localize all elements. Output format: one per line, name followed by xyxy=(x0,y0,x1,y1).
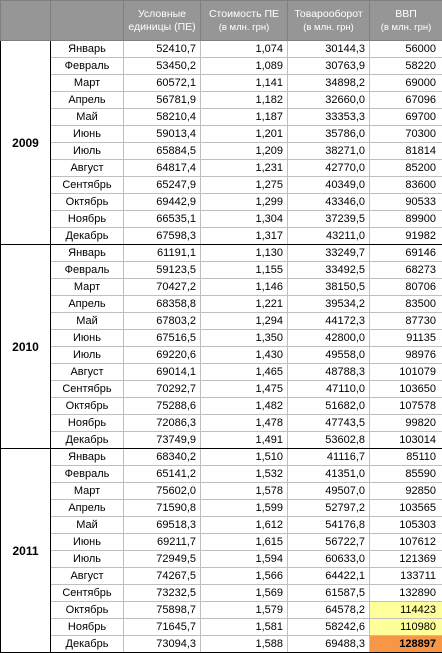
gdp-cell: 56000 xyxy=(370,41,442,58)
gdp-cell: 69000 xyxy=(370,75,442,92)
table-row xyxy=(1,262,442,279)
gdp-cell: 89900 xyxy=(370,211,442,228)
cost-cell: 1,465 xyxy=(201,364,288,381)
units-cell: 68358,8 xyxy=(124,296,201,313)
gdp-cell: 69146 xyxy=(370,245,442,262)
turnover-cell: 42770,0 xyxy=(288,160,370,177)
units-cell: 56781,9 xyxy=(124,92,201,109)
month-cell: Июль xyxy=(51,551,124,568)
turnover-cell: 47110,0 xyxy=(288,381,370,398)
units-cell: 58210,4 xyxy=(124,109,201,126)
cost-cell: 1,588 xyxy=(201,636,288,653)
month-cell: Сентябрь xyxy=(51,177,124,194)
month-cell: Июнь xyxy=(51,534,124,551)
table-row xyxy=(1,58,442,75)
turnover-cell: 33353,3 xyxy=(288,109,370,126)
cost-cell: 1,182 xyxy=(201,92,288,109)
cost-cell: 1,141 xyxy=(201,75,288,92)
gdp-cell: 101079 xyxy=(370,364,442,381)
cost-cell: 1,130 xyxy=(201,245,288,262)
turnover-cell: 32660,0 xyxy=(288,92,370,109)
month-cell: Ноябрь xyxy=(51,619,124,636)
cost-cell: 1,074 xyxy=(201,41,288,58)
month-cell: Октябрь xyxy=(51,398,124,415)
header-cost xyxy=(201,1,288,41)
gdp-cell: 110980 xyxy=(370,619,442,636)
month-cell: Октябрь xyxy=(51,602,124,619)
gdp-cell: 91135 xyxy=(370,330,442,347)
turnover-cell: 56722,7 xyxy=(288,534,370,551)
units-cell: 52410,7 xyxy=(124,41,201,58)
cost-cell: 1,299 xyxy=(201,194,288,211)
turnover-cell: 41351,0 xyxy=(288,466,370,483)
units-cell: 71645,7 xyxy=(124,619,201,636)
turnover-cell: 54176,8 xyxy=(288,517,370,534)
turnover-cell: 30763,9 xyxy=(288,58,370,75)
header-units xyxy=(124,1,201,41)
turnover-cell: 38271,0 xyxy=(288,143,370,160)
gdp-cell: 103565 xyxy=(370,500,442,517)
turnover-cell: 53602,8 xyxy=(288,432,370,449)
units-cell: 69220,6 xyxy=(124,347,201,364)
table-row xyxy=(1,466,442,483)
cost-cell: 1,231 xyxy=(201,160,288,177)
cost-cell: 1,478 xyxy=(201,415,288,432)
cost-cell: 1,594 xyxy=(201,551,288,568)
month-cell: Ноябрь xyxy=(51,211,124,228)
gdp-cell: 133711 xyxy=(370,568,442,585)
table-row xyxy=(1,211,442,228)
gdp-cell: 81814 xyxy=(370,143,442,160)
month-cell: Январь xyxy=(51,41,124,58)
month-cell: Январь xyxy=(51,245,124,262)
table-row xyxy=(1,296,442,313)
header-turnover xyxy=(288,1,370,41)
gdp-cell: 121369 xyxy=(370,551,442,568)
turnover-cell: 52797,2 xyxy=(288,500,370,517)
turnover-cell: 64422,1 xyxy=(288,568,370,585)
turnover-cell: 69488,3 xyxy=(288,636,370,653)
units-cell: 73094,3 xyxy=(124,636,201,653)
month-cell: Апрель xyxy=(51,296,124,313)
cost-cell: 1,089 xyxy=(201,58,288,75)
turnover-cell: 33492,5 xyxy=(288,262,370,279)
units-cell: 70292,7 xyxy=(124,381,201,398)
table-row xyxy=(1,177,442,194)
turnover-cell: 33249,7 xyxy=(288,245,370,262)
cost-cell: 1,615 xyxy=(201,534,288,551)
month-cell: Декабрь xyxy=(51,636,124,653)
month-cell: Апрель xyxy=(51,92,124,109)
month-cell: Апрель xyxy=(51,500,124,517)
units-cell: 75288,6 xyxy=(124,398,201,415)
header-gdp-line1: ВВП xyxy=(395,8,417,20)
units-cell: 64817,4 xyxy=(124,160,201,177)
gdp-cell: 83500 xyxy=(370,296,442,313)
month-cell: Февраль xyxy=(51,262,124,279)
table-row xyxy=(1,483,442,500)
table-row xyxy=(1,619,442,636)
gdp-cell: 114423 xyxy=(370,602,442,619)
month-cell: Январь xyxy=(51,449,124,466)
gdp-cell: 70300 xyxy=(370,126,442,143)
cost-cell: 1,581 xyxy=(201,619,288,636)
table-row xyxy=(1,602,442,619)
table-row xyxy=(1,194,442,211)
table-row xyxy=(1,92,442,109)
table-row xyxy=(1,585,442,602)
units-cell: 59123,5 xyxy=(124,262,201,279)
turnover-cell: 43346,0 xyxy=(288,194,370,211)
turnover-cell: 34898,2 xyxy=(288,75,370,92)
turnover-cell: 47743,5 xyxy=(288,415,370,432)
table-row xyxy=(1,500,442,517)
month-cell: Декабрь xyxy=(51,228,124,245)
units-cell: 70427,2 xyxy=(124,279,201,296)
turnover-cell: 40349,0 xyxy=(288,177,370,194)
month-cell: Август xyxy=(51,160,124,177)
table-row xyxy=(1,398,442,415)
month-cell: Октябрь xyxy=(51,194,124,211)
units-cell: 66535,1 xyxy=(124,211,201,228)
table-row xyxy=(1,126,442,143)
cost-cell: 1,612 xyxy=(201,517,288,534)
gdp-cell: 85590 xyxy=(370,466,442,483)
units-cell: 74267,5 xyxy=(124,568,201,585)
month-cell: Май xyxy=(51,109,124,126)
units-cell: 53450,2 xyxy=(124,58,201,75)
month-cell: Февраль xyxy=(51,58,124,75)
cost-cell: 1,475 xyxy=(201,381,288,398)
year-cell: 2011 xyxy=(1,449,51,653)
gdp-cell: 85200 xyxy=(370,160,442,177)
cost-cell: 1,201 xyxy=(201,126,288,143)
cost-cell: 1,482 xyxy=(201,398,288,415)
units-cell: 60572,1 xyxy=(124,75,201,92)
gdp-cell: 107578 xyxy=(370,398,442,415)
month-cell: Май xyxy=(51,313,124,330)
table-row xyxy=(1,568,442,585)
units-cell: 68340,2 xyxy=(124,449,201,466)
gdp-cell: 87730 xyxy=(370,313,442,330)
gdp-cell: 99820 xyxy=(370,415,442,432)
units-cell: 72086,3 xyxy=(124,415,201,432)
cost-cell: 1,275 xyxy=(201,177,288,194)
cost-cell: 1,304 xyxy=(201,211,288,228)
header-gdp-line2: (в млн. грн) xyxy=(381,22,432,33)
gdp-cell: 128897 xyxy=(370,636,442,653)
table-row xyxy=(1,245,442,262)
turnover-cell: 37239,5 xyxy=(288,211,370,228)
table-row xyxy=(1,636,442,653)
gdp-cell: 67096 xyxy=(370,92,442,109)
gdp-cell: 69700 xyxy=(370,109,442,126)
units-cell: 69211,7 xyxy=(124,534,201,551)
turnover-cell: 39534,2 xyxy=(288,296,370,313)
header-units-line2: единицы (ПЕ) xyxy=(128,21,195,33)
units-cell: 67598,3 xyxy=(124,228,201,245)
cost-cell: 1,209 xyxy=(201,143,288,160)
turnover-cell: 35786,0 xyxy=(288,126,370,143)
table-row xyxy=(1,432,442,449)
month-cell: Март xyxy=(51,483,124,500)
table-row xyxy=(1,75,442,92)
month-cell: Июль xyxy=(51,347,124,364)
table-row xyxy=(1,160,442,177)
gdp-cell: 83600 xyxy=(370,177,442,194)
turnover-cell: 64578,2 xyxy=(288,602,370,619)
gdp-cell: 98976 xyxy=(370,347,442,364)
header-gdp xyxy=(370,1,442,41)
cost-cell: 1,578 xyxy=(201,483,288,500)
table-row xyxy=(1,228,442,245)
month-cell: Март xyxy=(51,279,124,296)
units-cell: 69518,3 xyxy=(124,517,201,534)
table-row xyxy=(1,534,442,551)
month-cell: Июнь xyxy=(51,126,124,143)
table-row xyxy=(1,551,442,568)
header-cost-line1: Стоимость ПЕ xyxy=(209,8,279,20)
month-cell: Декабрь xyxy=(51,432,124,449)
cost-cell: 1,155 xyxy=(201,262,288,279)
units-cell: 73232,5 xyxy=(124,585,201,602)
month-cell: Август xyxy=(51,364,124,381)
cost-cell: 1,566 xyxy=(201,568,288,585)
month-cell: Май xyxy=(51,517,124,534)
turnover-cell: 48788,3 xyxy=(288,364,370,381)
units-cell: 59013,4 xyxy=(124,126,201,143)
cost-cell: 1,532 xyxy=(201,466,288,483)
year-cell: 2010 xyxy=(1,245,51,449)
turnover-cell: 44172,3 xyxy=(288,313,370,330)
table-row xyxy=(1,313,442,330)
table-row xyxy=(1,381,442,398)
cost-cell: 1,317 xyxy=(201,228,288,245)
table-row xyxy=(1,41,442,58)
units-cell: 67803,2 xyxy=(124,313,201,330)
month-cell: Февраль xyxy=(51,466,124,483)
gdp-cell: 105303 xyxy=(370,517,442,534)
header-month xyxy=(51,1,124,41)
gdp-cell: 80706 xyxy=(370,279,442,296)
table-row xyxy=(1,330,442,347)
gdp-cell: 91982 xyxy=(370,228,442,245)
gdp-cell: 58220 xyxy=(370,58,442,75)
turnover-cell: 51682,0 xyxy=(288,398,370,415)
header-units-line1: Условные xyxy=(138,8,186,20)
header-row xyxy=(1,1,442,41)
turnover-cell: 49507,0 xyxy=(288,483,370,500)
units-cell: 65141,2 xyxy=(124,466,201,483)
month-cell: Август xyxy=(51,568,124,585)
header-turnover-line1: Товарооборот xyxy=(294,8,362,20)
cost-cell: 1,579 xyxy=(201,602,288,619)
turnover-cell: 42800,0 xyxy=(288,330,370,347)
units-cell: 65247,9 xyxy=(124,177,201,194)
header-turnover-line2: (в млн. грн) xyxy=(303,22,354,33)
header-year xyxy=(1,1,51,41)
units-cell: 67516,5 xyxy=(124,330,201,347)
units-cell: 73749,9 xyxy=(124,432,201,449)
table-row xyxy=(1,143,442,160)
month-cell: Сентябрь xyxy=(51,381,124,398)
table-row xyxy=(1,449,442,466)
cost-cell: 1,221 xyxy=(201,296,288,313)
turnover-cell: 30144,3 xyxy=(288,41,370,58)
turnover-cell: 60633,0 xyxy=(288,551,370,568)
turnover-cell: 61587,5 xyxy=(288,585,370,602)
units-cell: 72949,5 xyxy=(124,551,201,568)
units-cell: 75602,0 xyxy=(124,483,201,500)
turnover-cell: 49558,0 xyxy=(288,347,370,364)
units-cell: 69442,9 xyxy=(124,194,201,211)
month-cell: Сентябрь xyxy=(51,585,124,602)
cost-cell: 1,491 xyxy=(201,432,288,449)
turnover-cell: 58242,6 xyxy=(288,619,370,636)
cost-cell: 1,187 xyxy=(201,109,288,126)
gdp-cell: 103014 xyxy=(370,432,442,449)
header-cost-line2: (в млн. грн) xyxy=(219,22,270,33)
year-cell: 2009 xyxy=(1,41,51,245)
units-cell: 71590,8 xyxy=(124,500,201,517)
table-row xyxy=(1,109,442,126)
month-cell: Июнь xyxy=(51,330,124,347)
cost-cell: 1,294 xyxy=(201,313,288,330)
month-cell: Ноябрь xyxy=(51,415,124,432)
units-cell: 61191,1 xyxy=(124,245,201,262)
table-row xyxy=(1,517,442,534)
turnover-cell: 38150,5 xyxy=(288,279,370,296)
turnover-cell: 41116,7 xyxy=(288,449,370,466)
month-cell: Март xyxy=(51,75,124,92)
gdp-cell: 132890 xyxy=(370,585,442,602)
cost-cell: 1,599 xyxy=(201,500,288,517)
table-row xyxy=(1,415,442,432)
units-cell: 65884,5 xyxy=(124,143,201,160)
cost-cell: 1,350 xyxy=(201,330,288,347)
gdp-cell: 92850 xyxy=(370,483,442,500)
table-row xyxy=(1,347,442,364)
gdp-cell: 85110 xyxy=(370,449,442,466)
month-cell: Июль xyxy=(51,143,124,160)
table-row xyxy=(1,279,442,296)
cost-cell: 1,510 xyxy=(201,449,288,466)
gdp-cell: 68273 xyxy=(370,262,442,279)
cost-cell: 1,569 xyxy=(201,585,288,602)
gdp-cell: 90533 xyxy=(370,194,442,211)
gdp-cell: 107612 xyxy=(370,534,442,551)
units-cell: 75898,7 xyxy=(124,602,201,619)
gdp-cell: 103650 xyxy=(370,381,442,398)
cost-cell: 1,146 xyxy=(201,279,288,296)
cost-cell: 1,430 xyxy=(201,347,288,364)
turnover-cell: 43211,0 xyxy=(288,228,370,245)
table-row xyxy=(1,364,442,381)
table-body xyxy=(1,41,442,653)
units-cell: 69014,1 xyxy=(124,364,201,381)
